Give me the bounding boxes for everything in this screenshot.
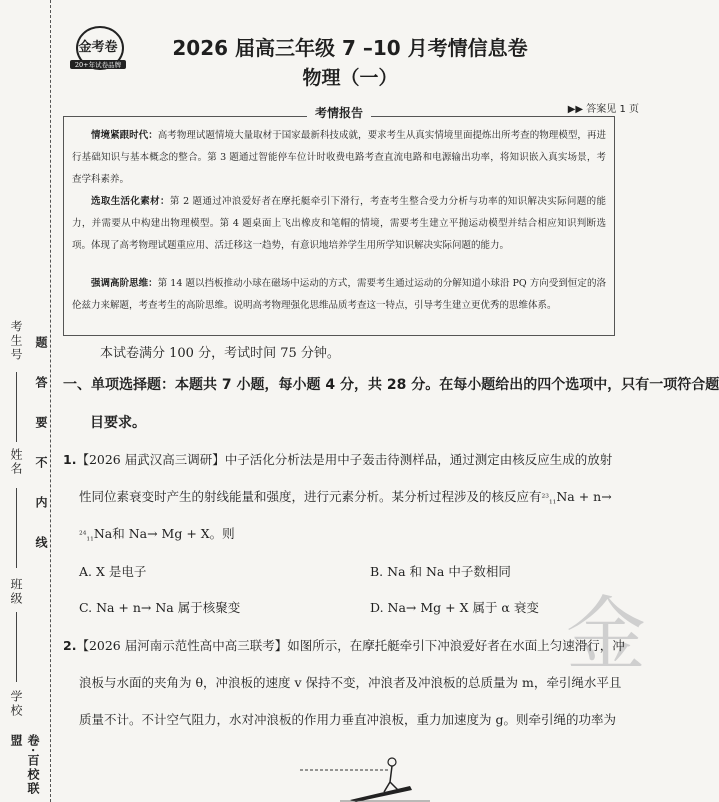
seal-word: 题 [34, 336, 48, 350]
report-paragraph-label: 情境紧跟时代： [91, 130, 158, 141]
seal-slogan: 20+年试卷品牌 [70, 60, 126, 69]
question-1-line [63, 450, 612, 468]
seal-word: 线 [34, 536, 48, 550]
label-candidate-number: 考生号 [9, 320, 23, 362]
seal-word: 内 [34, 496, 48, 510]
section-heading-cont: 目要求。 [90, 415, 146, 431]
surfer-head [388, 758, 396, 766]
question-number: 2. [63, 638, 77, 653]
page-title: 2026 届高三年级 7 –10 月考情信息卷 [172, 36, 528, 60]
equation-text: Na + n→ [556, 489, 612, 504]
brand-seal-logo [70, 26, 126, 72]
question-text: 性同位素衰变时产生的射线能量和强度，进行元素分析。某分析过程涉及的核反应有 [79, 489, 542, 504]
equation-text: Na和 Na→ Mg + X。则 [93, 526, 235, 541]
surfer-figure [300, 756, 430, 802]
page-subtitle: 物理（一） [302, 67, 398, 89]
seal-word: 要 [34, 416, 48, 430]
nuclide-index: $^{24}_{11}$ [79, 530, 94, 543]
question-number: 1. [63, 452, 77, 467]
surfboard [350, 786, 412, 802]
surfer-leg [384, 782, 390, 792]
report-paragraph-text: 第 2 题通过冲浪爱好者在摩托艇牵引下滑行，考查考生整合受力分析与功率的知识解决实际问题的能力，并需要从中构建出物理模型。第 4 题桌面上飞出橡皮和笔帽的情境，需要考生建立平抛运动模型并结合相应知识判断选项。体现了高考物理试题重应用、活迁移这一趋势，有意识地培养学生用所学知识解决实际问题的能力。 [72, 196, 606, 251]
report-paragraph-label: 强调高阶思维： [91, 278, 158, 289]
option-a[interactable]: A. X 是电子 [79, 564, 147, 579]
watermark-brush-glyph: 金 [566, 588, 646, 681]
exam-report-box [63, 116, 615, 336]
option-b[interactable]: B. Na 和 Na 中子数相同 [370, 564, 511, 579]
question-2-line: 浪板与水面的夹角为 θ，冲浪板的速度 v 保持不变，冲浪者及冲浪板的总质量为 m，牵引绳水平且 [79, 675, 622, 690]
report-paragraph-text: 第 14 题以挡板推动小球在磁场中运动的方式，需要考生通过运动的分解知道小球沿 PQ 方向受到恒定的洛伦兹力来解题，考查考生的高阶思维。说明高考物理强化思维品质考查这一特点，引导考生建立更优秀的思维体系。 [72, 278, 606, 311]
question-1-line [79, 487, 612, 505]
report-title-text: 考情报告 [307, 106, 371, 120]
seal-word: 不 [34, 456, 48, 470]
report-paragraph [72, 125, 606, 191]
report-paragraph [72, 191, 606, 257]
question-2-line: 质量不计。不计空气阻力，水对冲浪板的作用力垂直冲浪板，重力加速度为 g。则牵引绳的功率为 [79, 712, 616, 727]
label-school: 学校 [9, 690, 23, 718]
question-text: 【2026 届河南示范性高中高三联考】如图所示，在摩托艇牵引下冲浪爱好者在水面上匀速滑行，冲 [76, 638, 625, 653]
surfer-leg [390, 782, 398, 790]
binding-dash-line [50, 0, 51, 802]
answer-reference: ▶▶ 答案见 1 页 [567, 104, 639, 115]
report-paragraph-text: 高考物理试题情境大量取材于国家最新科技成就，要求考生从真实情境里面提炼出所考查的物理模型，再进行基础知识与基本概念的整合。第 3 题通过智能停车位计时收费电路考查直流电路和电源输出功率，将知识嵌入真实场景，考查学科素养。 [72, 130, 606, 185]
question-1-line [79, 524, 235, 542]
surfer-body [390, 766, 392, 782]
exam-info: 本试卷满分 100 分，考试时间 75 分钟。 [100, 346, 340, 361]
report-paragraph-label: 选取生活化素材： [91, 196, 170, 207]
label-name: 姓名 [9, 448, 23, 476]
seal-word: 答 [34, 376, 48, 390]
option-c[interactable]: C. Na + n→ Na 属于核聚变 [79, 600, 241, 615]
report-title [63, 104, 615, 121]
fill-line [16, 372, 17, 442]
question-2-line [63, 636, 625, 654]
nuclide-index: $^{23}_{11}$ [541, 493, 557, 506]
seal-name: 金考卷 [78, 40, 118, 55]
question-text: 【2026 届武汉高三调研】中子活化分析法是用中子轰击待测样品，通过测定由核反应生成的放射 [76, 452, 613, 467]
option-d[interactable]: D. Na→ Mg + X 属于 α 衰变 [370, 600, 539, 615]
label-union: 卷·百校联盟 [9, 734, 40, 797]
fill-line [16, 488, 17, 568]
label-class: 班级 [9, 578, 23, 606]
section-heading: 一、单项选择题：本题共 7 小题，每小题 4 分，共 28 分。在每小题给出的四个选项中，只有一项符合题 [63, 377, 719, 393]
binding-margin [0, 0, 50, 802]
fill-line [16, 612, 17, 682]
report-paragraph [72, 273, 606, 317]
